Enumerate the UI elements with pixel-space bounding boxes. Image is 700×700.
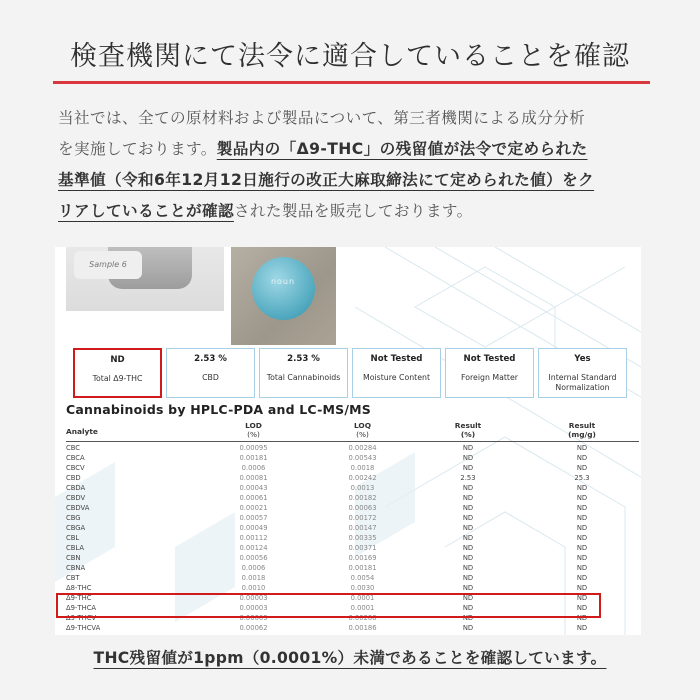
table-row (66, 623, 639, 633)
result-mg-cell: 25.3 (574, 474, 590, 482)
table-row (66, 513, 639, 523)
lod-cell: 0.00181 (239, 454, 268, 462)
loq-cell: 0.00284 (348, 444, 377, 452)
summary-box-total-cannabinoids (259, 348, 348, 398)
loq-cell: 0.00242 (348, 474, 377, 482)
lod-cell: 0.0018 (241, 574, 266, 582)
result-mg-cell: ND (576, 504, 588, 512)
result-pct-cell: ND (462, 484, 474, 492)
lod-cell: 0.0006 (241, 464, 266, 472)
conclusion-text: THC残留値が1ppm（0.0001%）未満であることを確認しています。 (93, 649, 607, 667)
col-lod-unit: (%) (247, 430, 260, 439)
intro-line-4 (58, 196, 658, 227)
loq-cell: 0.00169 (348, 554, 377, 562)
table-row (66, 503, 639, 513)
summary-value: Yes (574, 354, 591, 364)
lod-cell: 0.00069 (239, 614, 268, 622)
result-mg-cell: ND (576, 534, 588, 542)
loq-cell: 0.0001 (350, 594, 375, 602)
intro-emphasis: 製品内の「Δ9-THC」の残留値が法令で定められた (216, 140, 588, 158)
analyte-cell: CBT (66, 574, 80, 582)
table-row (66, 533, 639, 543)
summary-value: ND (110, 355, 125, 365)
table-row (66, 483, 639, 493)
col-analyte: Analyte (66, 427, 98, 436)
result-mg-cell: ND (576, 444, 588, 452)
analyte-cell: Δ9-THCV (66, 614, 97, 622)
result-mg-cell: ND (576, 584, 588, 592)
table-row (66, 563, 639, 573)
analyte-cell: CBD (66, 474, 81, 482)
col-result-pct-label: Result (454, 421, 482, 430)
table-row (66, 523, 639, 533)
result-pct-cell: ND (462, 494, 474, 502)
result-mg-cell: ND (576, 554, 588, 562)
loq-cell: 0.00208 (348, 614, 377, 622)
summary-label: Internal Standard Normalization (548, 373, 617, 392)
analyte-cell: Δ9-THCVA (66, 624, 101, 632)
lod-cell: 0.0006 (241, 564, 266, 572)
result-pct-cell: ND (462, 534, 474, 542)
lod-cell: 0.00021 (239, 504, 268, 512)
result-pct-cell: ND (462, 564, 474, 572)
summary-box-cbd (166, 348, 255, 398)
lod-cell: 0.00061 (239, 494, 268, 502)
summary-label: Total Δ9-THC (92, 374, 143, 383)
table-row (66, 493, 639, 503)
intro-text: された製品を販売しております。 (233, 202, 473, 220)
table-header (66, 419, 639, 442)
loq-cell: 0.0054 (350, 574, 375, 582)
result-mg-cell: ND (576, 544, 588, 552)
intro-paragraph (58, 103, 658, 227)
col-result-mg-unit: (mg/g) (568, 430, 596, 439)
table-row (66, 453, 639, 463)
col-result-pct-unit: (%) (460, 430, 476, 439)
analyte-cell: CBDA (66, 484, 86, 492)
analyte-cell: CBDVA (66, 504, 90, 512)
result-pct-cell: ND (462, 554, 474, 562)
analyte-cell: CBN (66, 554, 81, 562)
result-pct-cell: ND (462, 604, 474, 612)
lod-cell: 0.00003 (239, 604, 268, 612)
sample-label: Sample 6 (74, 251, 142, 279)
col-loq-unit: (%) (356, 430, 369, 439)
summary-box-total-thc (73, 348, 162, 398)
result-pct-cell: ND (462, 454, 474, 462)
summary-label: CBD (202, 373, 219, 382)
intro-line-1: 当社では、全ての原材料および製品について、第三者機関による成分分析 (58, 109, 586, 127)
analyte-cell: CBGA (66, 524, 86, 532)
intro-emphasis: 基準値（令和6年12月12日施行の改正大麻取締法にて定められた値）をク (58, 171, 595, 189)
result-mg-cell: ND (576, 594, 588, 602)
analyte-cell: CBNA (66, 564, 86, 572)
thc-highlight-box (56, 593, 601, 618)
loq-cell: 0.0018 (350, 464, 375, 472)
result-pct-cell: ND (462, 464, 474, 472)
result-pct-cell: ND (462, 514, 474, 522)
col-lod (221, 421, 286, 439)
table-row (66, 463, 639, 473)
loq-cell: 0.0013 (350, 484, 375, 492)
lab-report-image (55, 247, 641, 635)
loq-cell: 0.00371 (348, 544, 377, 552)
table-row (66, 473, 639, 483)
result-mg-cell: ND (576, 564, 588, 572)
analyte-cell: CBL (66, 534, 80, 542)
analyte-cell: Δ9-THCA (66, 604, 97, 612)
table-row (66, 573, 639, 583)
result-mg-cell: ND (576, 464, 588, 472)
summary-label: Total Cannabinoids (266, 373, 341, 382)
lod-cell: 0.00003 (239, 594, 268, 602)
lod-cell: 0.00095 (239, 444, 268, 452)
analyte-cell: CBCA (66, 454, 85, 462)
product-tin-photo (231, 247, 336, 345)
analyte-cell: Δ8-THC (66, 584, 92, 592)
intro-text: を実施しております。 (58, 140, 217, 158)
col-result-mg-label: Result (568, 421, 596, 430)
result-mg-cell: ND (576, 614, 588, 622)
analyte-cell: CBDV (66, 494, 86, 502)
result-pct-cell: ND (462, 444, 474, 452)
result-mg-cell: ND (576, 604, 588, 612)
loq-cell: 0.0001 (350, 604, 375, 612)
loq-cell: 0.00335 (348, 534, 377, 542)
title-divider (53, 81, 650, 84)
summary-value: 2.53 % (287, 354, 320, 364)
lod-cell: 0.00057 (239, 514, 268, 522)
summary-box-normalization (538, 348, 627, 398)
analyte-cell: CBCV (66, 464, 85, 472)
summary-value: Not Tested (370, 354, 423, 364)
loq-cell: 0.00172 (348, 514, 377, 522)
lod-cell: 0.00081 (239, 474, 268, 482)
table-row (66, 553, 639, 563)
lod-cell: 0.00049 (239, 524, 268, 532)
result-pct-cell: ND (462, 584, 474, 592)
result-pct-cell: ND (462, 504, 474, 512)
result-mg-cell: ND (576, 454, 588, 462)
table-row (66, 443, 639, 453)
table-row (66, 583, 639, 593)
result-mg-cell: ND (576, 494, 588, 502)
table-row (66, 543, 639, 553)
lod-cell: 0.00112 (239, 534, 268, 542)
loq-cell: 0.00181 (348, 564, 377, 572)
product-logo: noun (270, 277, 296, 286)
loq-cell: 0.00063 (348, 504, 377, 512)
result-pct-cell: ND (462, 594, 474, 602)
summary-value: 2.53 % (194, 354, 227, 364)
lod-cell: 0.00062 (239, 624, 268, 632)
lod-cell: 0.00056 (239, 554, 268, 562)
result-mg-cell: ND (576, 624, 588, 632)
col-loq-label: LOQ (353, 421, 371, 430)
analyte-cell: CBG (66, 514, 81, 522)
loq-cell: 0.0030 (350, 584, 375, 592)
summary-label: Foreign Matter (461, 373, 518, 382)
summary-value: Not Tested (463, 354, 516, 364)
intro-line-3 (58, 165, 658, 196)
intro-line-2 (58, 134, 658, 165)
analyte-cell: CBLA (66, 544, 85, 552)
result-pct-cell: ND (462, 544, 474, 552)
col-result-mg (552, 421, 612, 439)
intro-emphasis: リアしていることが確認 (58, 202, 234, 220)
col-lod-label: LOD (245, 421, 262, 430)
analyte-cell: CBC (66, 444, 81, 452)
result-pct-cell: ND (462, 614, 474, 622)
result-pct-cell: ND (462, 574, 474, 582)
result-mg-cell: ND (576, 484, 588, 492)
lod-cell: 0.0010 (241, 584, 266, 592)
result-mg-cell: ND (576, 524, 588, 532)
col-loq (330, 421, 395, 439)
page-title: 検査機関にて法令に適合していることを確認 (70, 41, 630, 72)
analyte-cell: Δ9-THC (66, 594, 92, 602)
col-result-pct (438, 421, 498, 439)
lod-cell: 0.00043 (239, 484, 268, 492)
loq-cell: 0.00147 (348, 524, 377, 532)
result-pct-cell: 2.53 (460, 474, 476, 482)
loq-cell: 0.00182 (348, 494, 377, 502)
loq-cell: 0.00543 (348, 454, 377, 462)
summary-box-foreign-matter (445, 348, 534, 398)
report-section-title: Cannabinoids by HPLC-PDA and LC-MS/MS (66, 402, 371, 417)
result-mg-cell: ND (576, 514, 588, 522)
tin-lid (252, 257, 315, 320)
loq-cell: 0.00186 (348, 624, 377, 632)
summary-label: Moisture Content (362, 373, 431, 382)
result-pct-cell: ND (462, 624, 474, 632)
result-pct-cell: ND (462, 524, 474, 532)
lod-cell: 0.00124 (239, 544, 268, 552)
result-mg-cell: ND (576, 574, 588, 582)
summary-box-moisture (352, 348, 441, 398)
sample-tin-photo (66, 247, 224, 311)
